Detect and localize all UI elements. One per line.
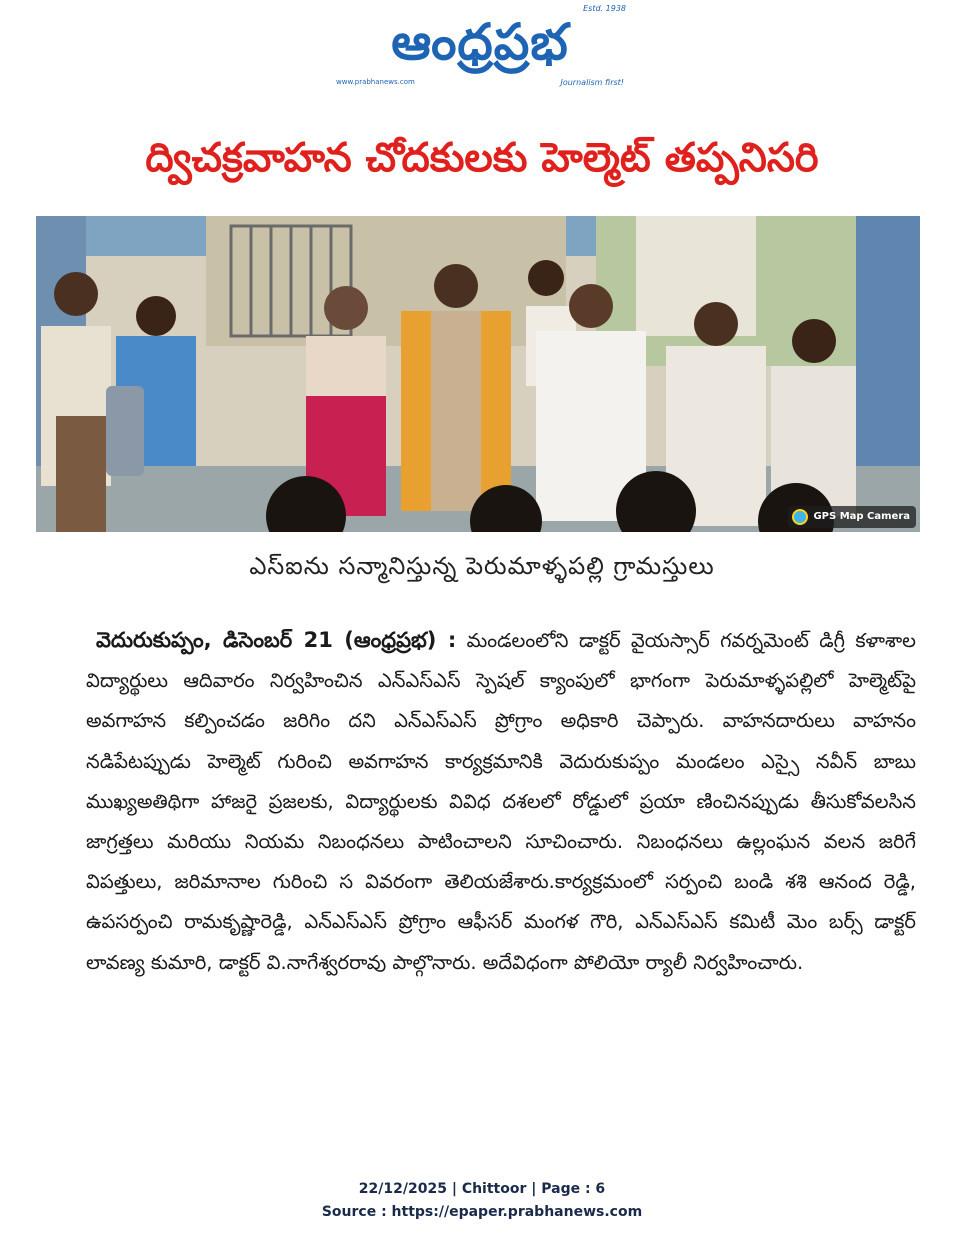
- photo-illustration: [36, 216, 920, 532]
- camera-badge-label: GPS Map Camera: [813, 511, 910, 522]
- gps-camera-badge: [788, 506, 916, 528]
- article-headline: ద్విచక్రవాహన చోదకులకు హెల్మెట్ తప్పనిసరి: [145, 135, 819, 181]
- article-body: [86, 620, 916, 983]
- article-dateline: వెదురుకుప్పం, డిసెంబర్ 21 (ఆంధ్రప్రభ) :: [96, 628, 457, 652]
- newspaper-name: ఆంధ్రప్రభ: [391, 13, 569, 71]
- photo-caption: ఎస్ఐను సన్మానిస్తున్న పెరుమాళ్ళపల్లి గ్రామస్తులు: [249, 552, 715, 580]
- page-footer: [0, 1178, 964, 1224]
- site-url: www.prabhanews.com: [336, 78, 415, 86]
- masthead-logo: [330, 4, 630, 90]
- article-text: మండలంలోని డాక్టర్ వైయస్సార్ గవర్నమెంట్ డిగ్రీ కళాశాల విద్యార్థులు ఆదివారం నిర్వహించిన ఎన్ఎస్ఎస్ స్పెషల్ క్యాంపులో భాగంగా పెరుమాళ్ళపల్లిలో హెల్మెట్‌పై అవగాహన కల్పించడం జరిగిం దని ఎన్ఎస్ఎస్ ప్రోగ్రాం అధికారి చెప్పారు. వాహనదారులు వాహనం నడిపేటప్పుడు హెల్మెట్ గురించి అవగాహన కార్యక్రమానికి వెదురుకుప్పం మండలం ఎస్సై నవీన్ బాబు ముఖ్యఅతిథిగా హాజరై ప్రజలకు, విద్యార్థులకు వివిధ దశలలో రోడ్డులో ప్రయా ణించినప్పుడు తీసుకోవలసిన జాగ్రత్తలు మరియు నియమ నిబంధనలు పాటించాలని సూచించారు. నిబంధనలు ఉల్లంఘన వలన జరిగే విపత్తులు, జరిమానాల గురించి స వివరంగా తెలియజేశారు.కార్యక్రమంలో సర్పంచి బండి శశి ఆనంద రెడ్డి, ఉపసర్పంచి రామకృష్ణారెడ్డి, ఎన్ఎస్ఎస్ ప్రోగ్రాం ఆఫీసర్ మంగళ గౌరి, ఎన్ఎస్ఎస్ కమిటీ మెం బర్స్ డాక్టర్ లావణ్య కుమారి, డాక్టర్ వి.నాగేశ్వరరావు పాల్గొనారు. అదేవిధంగా పోలియో ర్యాలీ నిర్వహించారు.: [86, 629, 916, 974]
- camera-icon: [792, 509, 808, 525]
- estd-label: Estd. 1938: [583, 4, 626, 13]
- footer-source: Source : https://epaper.prabhanews.com: [321, 1204, 643, 1220]
- footer-date-edition: 22/12/2025 | Chittoor | Page : 6: [358, 1181, 606, 1197]
- news-photo: [36, 216, 920, 532]
- tagline: Journalism first!: [560, 78, 624, 87]
